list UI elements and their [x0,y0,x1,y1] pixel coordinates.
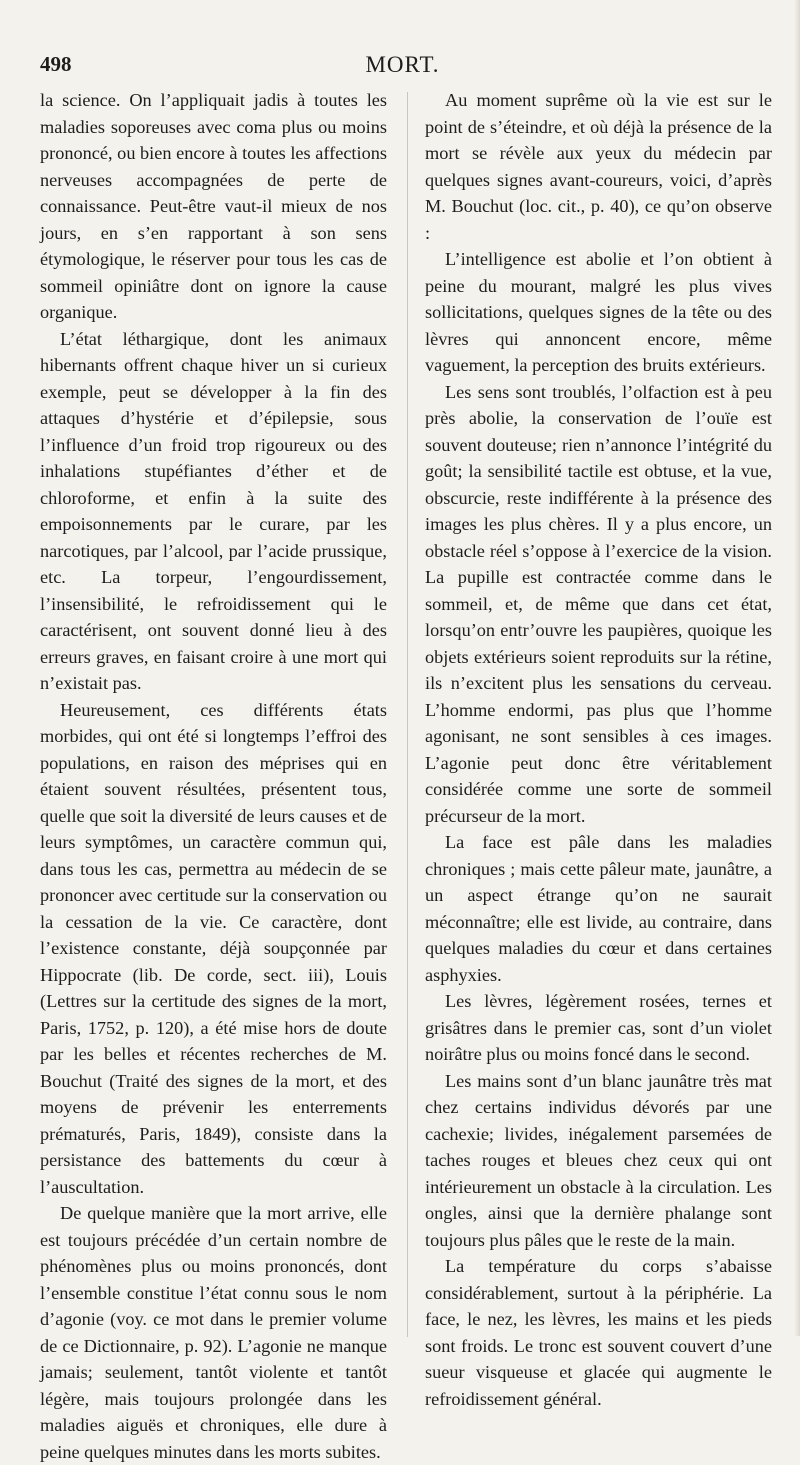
paragraph: L’intelligence est abolie et l’on obtient à peine du mourant, malgré les plus vives sollicitations, quelques signes de la tête ou des lèvres qui annoncent encore, même vaguement, la perception des bruits extérieurs. [425,249,772,375]
paragraph: La face est pâle dans les maladies chroniques ; mais cette pâleur mate, jaunâtre, a un aspect étrange qu’on ne saurait méconnaître; elle est livide, au contraire, dans quelques maladies du cœur et dans certaines asphyxies. [425,832,772,985]
left-column [40,87,387,1465]
right-column [425,87,772,1412]
paragraph: Au moment suprême où la vie est sur le point de s’éteindre, et où déjà la présence de la mort se révèle aux yeux du médecin par quelques signes avant-coureurs, voici, d’après M. Bouchut (loc. cit., p. 40), ce qu’on observe : [425,90,772,243]
column-divider [407,92,408,1337]
paragraph: L’état léthargique, dont les animaux hibernants offrent chaque hiver un si curieux exemple, peut se développer à la fin des attaques d’hystérie et d’épilepsie, sous l’influence d’un froid trop rigoureux ou des inhalations stupéfiantes d’éther et de chloroforme, et enfin à la suite des empoisonnements par le curare, par les narcotiques, par l’alcool, par l’acide prussique, etc. La torpeur, l’engourdissement, l’insensibilité, le refroidissement qui le caractérisent, ont souvent donné lieu à des erreurs graves, en faisant croire à une mort qui n’existait pas. [40,328,387,693]
paragraph: la science. On l’appliquait jadis à toutes les maladies soporeuses avec coma plus ou moins prononcé, ou bien encore à toutes les affections nerveuses accompagnées de perte de connaissance. Peut-être vaut-il mieux de nos jours, en s’en rapportant à son sens étymologique, le réserver pour tous les cas de sommeil opiniâtre dont on ignore la cause organique. [40,90,387,322]
page-header [40,52,765,82]
paragraph: Les sens sont troublés, l’olfaction est à peu près abolie, la conservation de l’ouïe est souvent douteuse; rien n’annonce l’intégrité du goût; la sensibilité tactile est obtuse, et la vue, obscurcie, reste indifférente à la présence des images les plus chères. Il y a plus encore, un obstacle réel s’oppose à l’exercice de la vision. La pupille est contractée comme dans le sommeil, et, de même que dans cet état, lorsqu’on entr’ouvre les paupières, quoique les objets extérieurs soient reproduits sur la rétine, ils n’excitent plus les sensations du cerveau. L’homme endormi, pas plus que l’homme agonisant, ne sont sensibles à ces images. L’agonie peut donc être véritablement considérée comme une sorte de sommeil précurseur de la mort. [425,381,772,826]
paragraph: De quelque manière que la mort arrive, elle est toujours précédée d’un certain nombre de phénomènes plus ou moins prononcés, dont l’ensemble constitue l’état connu sous le nom d’agonie (voy. ce mot dans le premier volume de ce Dictionnaire, p. 92). L’agonie ne manque jamais; seulement, tantôt violente et tantôt légère, mais toujours prolongée dans les maladies aiguës et chroniques, elle dure à peine quelques minutes dans les morts subites. [40,1203,387,1462]
paragraph: Les lèvres, légèrement rosées, ternes et grisâtres dans le premier cas, sont d’un violet noirâtre plus ou moins foncé dans le second. [425,991,772,1064]
paragraph: Heureusement, ces différents états morbides, qui ont été si longtemps l’effroi des populations, en raison des méprises qui en étaient souvent résultées, présentent tous, quelle que soit la diversité de leurs causes et de leurs symptômes, un caractère commun qui, dans tous les cas, permettra au médecin de se prononcer avec certitude sur la conservation ou la cessation de la vie. Ce caractère, dont l’existence constante, déjà soupçonnée par Hippocrate (lib. De corde, sect. iii), Louis (Lettres sur la certitude des signes de la mort, Paris, 1752, p. 120), a été mise hors de doute par les belles et récentes recherches de M. Bouchut (Traité des signes de la mort, et des moyens de prévenir les enterrements prématurés, Paris, 1849), consiste dans la persistance des battements du cœur à l’auscultation. [40,699,387,1197]
paragraph: La température du corps s’abaisse considérablement, surtout à la périphérie. La face, le nez, les lèvres, les mains et les pieds sont froids. Le tronc est souvent couvert d’une sueur visqueuse et glacée qui augmente le refroidissement général. [425,1256,772,1409]
running-title: MORT. [365,52,440,77]
page-number: 498 [40,52,72,76]
paragraph: Les mains sont d’un blanc jaunâtre très mat chez certains individus dévorés par une cachexie; livides, inégalement parsemées de taches rouges et bleues chez ceux qui ont intérieurement un obstacle à la circulation. Les ongles, ainsi que la dernière phalange sont toujours plus pâles que le reste de la main. [425,1070,772,1250]
page-edge [794,0,800,1336]
